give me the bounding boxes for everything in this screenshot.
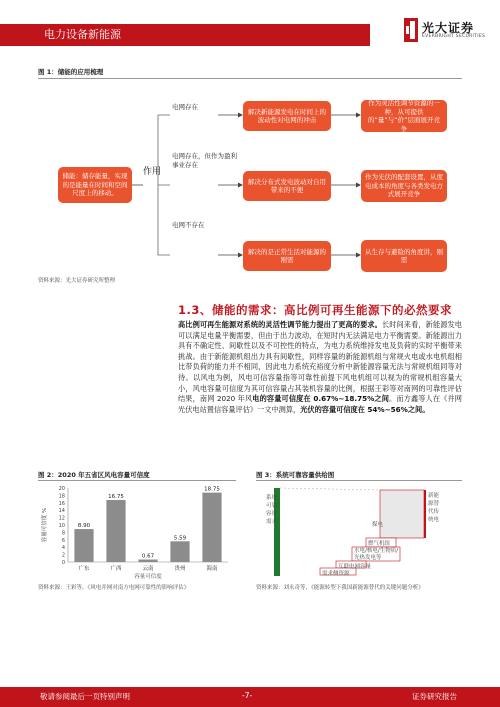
branch-label-grid-exists: 电网存在 [172,103,198,111]
x-axis-title: 容量可信度 [134,574,162,580]
y-tick-label: 12 [58,515,65,522]
section-title: 储能的需求：高比例可再生能源下的必然要求 [212,303,452,317]
figure3-top-rule [256,480,462,481]
bar-value-label: 8.90 [77,523,91,530]
everbright-logo-icon [404,18,418,42]
footer-label: 证券研究报告 [412,692,457,701]
y-tick-label: 10 [58,523,65,529]
y-tick-label: 2 [61,552,65,559]
section-number: 1.3、 [178,303,212,317]
x-tick-label: 云南 [142,566,154,572]
figure2-source: 资料来源：王彩等，《风电并网对南方电网可靠性的影响评估》 [38,585,190,591]
figure3-title: 图 3：系统可靠容量供给图 [256,471,335,479]
y-tick-label: 4 [61,545,65,552]
storage-center-node: 储能：储存能量，实现的是能量在时间和空间尺度上的移动。 [58,167,132,203]
bar-value-label: 18.75 [204,486,220,493]
y-tick-label: 6 [61,537,65,544]
bar [202,493,221,562]
y-tick-label: 8 [61,530,65,537]
para-body: 长时间来看，新能源发电可以满足电量平衡需要，但由于出力波动，在短时内无法满足电力平衡需要。新能源出力具有不确定性、间歇性以及不可控性的特点，为电力系统维持发电及负荷的实时平衡带来挑战。由于新能源机组出力具有间歇性，同样容量的新能源机组与常规火电或水电机组相比带负荷的能力并不相同，因此电力系统充裕度分析中新能源容量无法与常规机组同等对待。以风电为例，风电可信容量指等可靠性前提下风电机组可以视为的常规机组容量大小，风电容量可信度为其可信容量占其装机容量的比例，根据王彩等对南网的可靠性评估结果，南网 2020 年风 [178,320,462,404]
bar [74,529,93,562]
y-tick-label: 20 [58,486,65,492]
para-pv-credit: 光伏的容量可信度在 54%~56%之间。 [300,404,430,414]
figure2-title: 图 2：2020 年五省区风电容量可信度 [38,471,150,479]
y-tick-label: 0 [61,560,65,566]
role-label: 作用 [143,167,162,177]
page-number: -7- [242,691,253,700]
figure3-source: 资料来源：刘永奇等，《能源转型下我国新能源替代的关键问题分析》 [256,585,424,591]
x-tick-label: 广西 [110,566,122,572]
block-gas: 燃气机组 [368,541,391,547]
figure2-top-rule [38,480,236,481]
effect-node-grid-exists: 解决新能源发电在时间上的波动性对电网的冲击 [243,101,331,131]
bar [138,560,157,562]
replacement-label: 新能源替代传统电 [428,493,440,523]
y-tick-label: 18 [58,493,65,500]
x-tick-label: 海南 [206,566,218,572]
bar-value-label: 16.75 [108,494,124,501]
figure1-source: 资料来源：光大证券研究所整理 [38,278,116,284]
bar-value-label: 5.59 [173,535,187,542]
branch-label-no-grid: 电网不存在 [172,221,205,229]
header-section-title: 电力设备新能源 [44,28,121,41]
footer-disclaimer: 敬请参阅最后一页特别声明 [40,692,130,701]
x-tick-label: 贵州 [174,566,186,572]
block-interconnect: 互联电网容量 [338,564,372,570]
value-node-grid-exists: 作为灵活性调节资源的一种，从可提供的“量”与“价”层面展开竞争 [361,100,447,132]
logo-name-en: EVERBRIGHT SECURITIES [422,34,486,39]
branch-label-grid-profit: 电网存在，但作为盈利事业存在 [172,152,237,169]
effect-node-no-grid: 解决的是正常生活对能源的刚需 [243,241,331,271]
para-mid: 。而方鑫等人在《并网光伏电站置信容量评估》一文中测算， [178,394,462,414]
y-axis-title: 容量可信度 % [42,507,48,543]
para-wind-credit: 电的容量可信度在 0.67%~18.75%之间 [252,394,390,404]
bar-value-label: 0.67 [141,553,155,560]
figure1-top-rule [38,78,462,79]
wind-credit-bar-chart [38,482,238,580]
y-tick-label: 16 [58,500,65,507]
figure1-title: 图 1：储能的应用梳理 [38,68,104,76]
logo-name: 光大证券 [422,21,475,35]
bar [170,541,189,562]
value-node-no-grid: 从生存与避险的角度讲，刚需 [361,240,447,272]
block-coal: 煤电 [372,522,384,528]
demand-label: 系统可靠容量需求 [266,495,278,525]
effect-node-grid-profit: 解决分布式发电波动对自用带来的不便 [243,171,331,201]
section-paragraph [178,320,462,415]
x-tick-label: 广东 [78,566,90,572]
value-node-grid-profit: 作为光伏的配套设置，从度电成本的角度与各类发电方式展开竞争 [361,170,447,202]
block-demand-side: 需求侧资源 [322,571,350,577]
para-lead-bold: 高比例可再生能源对系统的灵活性调节能力提出了更高的要求。 [178,320,382,329]
block-hydro-nuclear: 水电/核电/生物质/光热发电等 [354,548,399,561]
y-tick-label: 14 [58,508,65,515]
bar [106,500,125,562]
